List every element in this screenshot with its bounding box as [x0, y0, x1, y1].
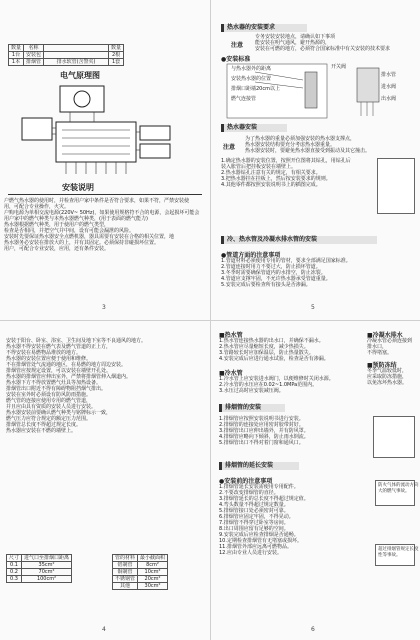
text-line: 防火气体的流动方向: [378, 483, 419, 488]
text-line: 热水器下方不得放置燃气灶具等加热设备。: [6, 380, 102, 386]
text-line: 排烟管总长度不得超过规定长度。: [6, 422, 82, 428]
size-header: 尺寸: [7, 555, 22, 562]
size-cell: 0.3: [7, 576, 22, 583]
install-text: [6, 338, 206, 434]
text-line: 热水器务必安装在排放大的上，并有其固定。必须保持非碰损坏位置。: [4, 240, 160, 246]
text-line: 4.其他零件都按照安装说明书上的插图完成。: [221, 182, 321, 188]
text-line: 用户，可配合专业安装，应用，还有条件安装。: [4, 246, 110, 252]
text-line: 性等事故。: [378, 553, 401, 558]
text-line: 排烟管出口附近不得有障碍物阻挡烟气排出。: [6, 386, 107, 392]
text-line: 用户家中的燃气种类与本热水器燃气种类，(用于表面的燃气能力): [4, 216, 148, 222]
parts-cell: 排烟管: [24, 59, 44, 66]
text-line: 4.管道应支撑牢固，不允许热水器承受管道重量。: [221, 276, 331, 282]
text-line: 燃气管的连接应使用专用的燃气管道，: [6, 398, 92, 404]
text-line: 1.管道材料必须使用专用的管材，要求全部满足国家标准。: [221, 258, 351, 264]
text-line: 热水器的安装位置应便于使用和维修。: [6, 356, 92, 362]
text-line: 2.不要改变排烟管的直径。: [219, 490, 279, 496]
parts-cell: 2根: [109, 52, 124, 59]
side-note-box-2: [375, 544, 419, 566]
diagram-label: 燃气连接管: [231, 96, 257, 102]
parts-cell: 安装包: [24, 52, 44, 59]
text-line: 2.冷水管的水压应在0.02~1.0MPa范围内。: [219, 382, 318, 388]
text-line: 排水口，: [367, 344, 388, 350]
parts-table: [8, 44, 124, 66]
diagram-label: 与热水器外的距离: [231, 66, 272, 72]
pipe-header: 管的材料: [113, 555, 138, 562]
text-line: 不得堵塞。: [367, 350, 393, 356]
pipe-cell: 30cm²: [138, 583, 168, 590]
pipe-cell: 铝制管: [113, 562, 138, 569]
parts-cell: 1台: [9, 52, 24, 59]
caution-label: 注意: [223, 144, 236, 151]
note-label: 注意: [231, 42, 244, 49]
text-line: 11.排烟管外部应远离可燃物品。: [219, 544, 292, 550]
size-cell: 0.1: [7, 562, 22, 569]
parts-header-1: 数量: [9, 45, 24, 52]
size-cell: 70cm²: [22, 569, 72, 576]
note-text: [255, 34, 415, 52]
hot-pipe-title: ■热水管: [219, 332, 243, 339]
pipe-cell: 不锈钢管: [113, 576, 138, 583]
page-gutter-horizontal: [0, 320, 420, 321]
freeze-title: ■预防冻结: [367, 362, 397, 369]
text-line: 燃气压力应符合规定的额定压力范围。: [6, 416, 92, 422]
text-line: 装入胀管后把挂板安装在墙壁上。: [221, 164, 297, 170]
requirements-title: 热水器的安装要求: [221, 24, 307, 32]
text-line: 5.安装完成后要检查所有接头是否渗漏。: [221, 282, 311, 288]
condensate-text: [367, 338, 417, 356]
diagram-label: 出水阀: [381, 96, 397, 102]
text-line: 热水器根据燃气种类，用于使用户的燃气类型，: [4, 222, 110, 228]
text-line: 热水器应安装在不燃的墙壁上。: [6, 428, 77, 434]
diagram-label: 安装热水器的位置: [231, 76, 272, 82]
extend-title: 排烟管的延长安装: [219, 462, 299, 470]
text-line: 户购电源为单相交流电源(220V~ 50Hz)，如果使用规格符不合的电源，会起损坏可能会: [4, 210, 200, 216]
text-line: 热水器的排烟管应伸出室外，严禁将排烟管伸入烟道内。: [6, 374, 132, 380]
text-line: 热水器安装结构要充分考虑热水器重量。: [245, 142, 336, 148]
text-line: 检查是否相同，并把空气并中间，设有可能会漏泄的风险。: [4, 228, 135, 234]
text-line: 3.排烟管延长的总长度不得超过规定值。: [219, 496, 309, 502]
pipe-heading: ●管道方面的注意事项: [221, 252, 281, 259]
text-line: 热水器不得安装在燃气表及燃气管道的正上方，: [6, 344, 112, 350]
pipes-title: 冷、热水管及冷凝水排水管的安装: [221, 236, 377, 244]
text-line: 12.应由专业人员进行安装。: [219, 550, 282, 556]
parts-cell: 排水软管(含警夹): [44, 59, 109, 66]
page-5: [211, 0, 420, 320]
title-rule: [8, 194, 202, 195]
size-table: [6, 554, 72, 583]
text-line: 1.热水管连接热水器的出水口，并确保不漏水。: [219, 338, 324, 344]
text-line: 热水器安装时，要避免热水器直接受到振动及其它撞击。: [245, 148, 371, 154]
text-line: 大的燃气事故。: [378, 489, 410, 494]
text-line: 2.热水器钻孔注意有关的规定，有相关要求。: [221, 170, 321, 176]
freeze-text: [367, 368, 417, 386]
text-line: 4.弯头数量不得超过规定数量。: [219, 502, 289, 508]
diagram-label: 开关阀: [331, 64, 347, 70]
install-steps-text: [221, 158, 371, 188]
text-line: 1.排烟管延长安装需使用专用配件。: [219, 484, 299, 490]
install-steps-title: 热水器安装: [221, 124, 287, 132]
install-text: [4, 198, 206, 252]
text-line: 4.安装完成后应进行通水试验，检查是否有渗漏。: [219, 356, 329, 362]
page-number: 6: [311, 626, 315, 633]
pipe-cell: 8cm²: [138, 562, 168, 569]
text-line: 1.排烟管应按照安装说明书进行安装。: [219, 416, 304, 422]
text-line: 2.热水管应尽量缩短长度，减少热损失。: [219, 344, 309, 350]
size-header: 进气口至排烟口距离: [22, 555, 72, 562]
standard-heading: ●安装标准: [221, 56, 251, 63]
text-line: 3.冬季时需要确保管道内的水排空，防止冻裂。: [221, 270, 326, 276]
text-line: 3.管路较长时应加保温层，防止热量散失。: [219, 350, 314, 356]
extend-text: [219, 484, 369, 556]
diagram-label: 排烟口距墙20cm以上: [231, 86, 280, 92]
parts-cell: 1套: [109, 59, 124, 66]
text-line: 3.把热水器挂在挂板上，然后按安装要求的规则。: [221, 176, 331, 182]
condensate-title: ■冷凝水排水: [367, 332, 403, 339]
page-number: 3: [102, 304, 106, 311]
pipe-table: [112, 554, 168, 590]
exhaust-title: 排烟管的安装: [219, 404, 285, 412]
text-line: 6.排烟管应固定牢固，不得晃动。: [219, 514, 294, 520]
text-line: 超过排烟管规定长度: [378, 547, 419, 552]
text-line: 并且应由具有资质的安装人员进行安装。: [6, 404, 97, 410]
pipe-cell: 铜制管: [113, 569, 138, 576]
parts-cell: [44, 52, 109, 59]
text-line: 冷凝水管必须连接到: [367, 338, 413, 344]
text-line: 用，可配合专业操作，火灾。: [4, 204, 70, 210]
page-4: [0, 320, 210, 640]
text-line: 能安装在明气通风，避开热源的，: [255, 40, 331, 46]
text-line: 安装于阳台、卧室、浴室、卫生间及地下室等不良通风的地方。: [6, 338, 147, 344]
text-line: 1.确定热水器的安装位置，按照开位图将其钻孔，用钻孔后: [221, 158, 351, 164]
text-line: 安装在可燃的地方，必须符合国家标准中有关安装的技术要求: [255, 46, 391, 52]
parts-cell: 1本: [9, 59, 24, 66]
text-line: 9.安装完成后应检查排烟是否通畅。: [219, 532, 299, 538]
parts-header-4: 数量: [109, 45, 124, 52]
text-line: 2.排烟管的连接处应用密封胶带封好。: [219, 422, 304, 428]
text-line: 8.出口周围应留有足够的空间。: [219, 526, 289, 532]
pipe-cell: 其他: [113, 583, 138, 590]
text-line: 排烟管应按规定设置，可以安装在墙壁开孔处。: [6, 368, 112, 374]
install-title: 安装说明: [62, 183, 94, 192]
parts-header-2: 名称: [24, 45, 44, 52]
schematic-title: 电气原理图: [60, 71, 100, 80]
text-line: 应采取防冻措施，: [367, 374, 408, 380]
cold-pipe-title: ■冷水管: [219, 370, 243, 377]
extend-heading: ●安装前的注意事项: [219, 478, 273, 485]
pipe-header: 最小截面积: [138, 555, 168, 562]
caution-text: [245, 136, 415, 154]
text-line: 2.管道连接时用力不要过大，防止损坏管道。: [221, 264, 321, 270]
page-number: 4: [102, 626, 106, 633]
diagram-label: 排水管: [381, 72, 397, 78]
text-line: 为了热水器的重量必须加强安装的热水器支撑点，: [245, 136, 356, 142]
text-line: 专务安装安装地点，请确认如下事项: [255, 34, 336, 40]
text-line: 1.冷水管上应安装进水阀门，以便维修时关闭水源。: [219, 376, 334, 382]
electrical-schematic: [20, 82, 180, 178]
diagram-label: 进水阀: [381, 84, 397, 90]
text-line: 3.水压过高时应安装减压阀。: [219, 388, 284, 394]
text-line: 热水器安装前要确认燃气种类与铭牌标示一致，: [6, 410, 112, 416]
side-note-box: [375, 480, 419, 506]
pipe-text: [221, 258, 416, 288]
text-line: 冬季气温较低时，: [367, 368, 408, 374]
pipe-cell: 20cm²: [138, 576, 168, 583]
heater-mounting-figure: [377, 158, 415, 214]
page-number: 5: [311, 304, 315, 311]
parts-header-3: [44, 45, 109, 52]
text-line: 5.排烟管出口不得对着门窗和通风口。: [219, 440, 304, 446]
cold-pipe-text: [219, 376, 361, 394]
text-line: 安装在室外时必须设有防风防雨措施。: [6, 392, 92, 398]
text-line: 不在排烟管处气流通的地区，在易燃的地方周边安装。: [6, 362, 127, 368]
size-cell: 35cm²: [22, 562, 72, 569]
hot-pipe-text: [219, 338, 361, 362]
page-6: [211, 320, 420, 640]
text-line: 4.排烟管应略向下倾斜，防止雨水倒流。: [219, 434, 309, 440]
size-cell: 100cm²: [22, 576, 72, 583]
text-line: 10.定期检查排烟管有无堵塞或损坏。: [219, 538, 302, 544]
page-3: [0, 0, 210, 320]
text-line: 5.排烟管接口处必须密封可靠。: [219, 508, 289, 514]
text-line: 户燃气热水器的使用时，并检查用户家中条件是否符合要求，如果不符，严禁安装使: [4, 198, 190, 204]
text-line: 不得安装在易燃物品堆放的地方。: [6, 350, 82, 356]
text-line: 7.排烟管不得穿过卧室等房间。: [219, 520, 289, 526]
size-cell: 0.2: [7, 569, 22, 576]
text-line: 3.排烟管出口应伸出墙外，并有防风罩。: [219, 428, 309, 434]
pipe-cell: 10cm²: [138, 569, 168, 576]
text-line: 安装时先要保证热水器安全点燃机器，器具需要有安装在合格的相关位置，地: [4, 234, 175, 240]
exhaust-text: [219, 416, 369, 446]
exhaust-figure: [373, 416, 415, 458]
text-line: 以免冻坏热水器。: [367, 380, 408, 386]
